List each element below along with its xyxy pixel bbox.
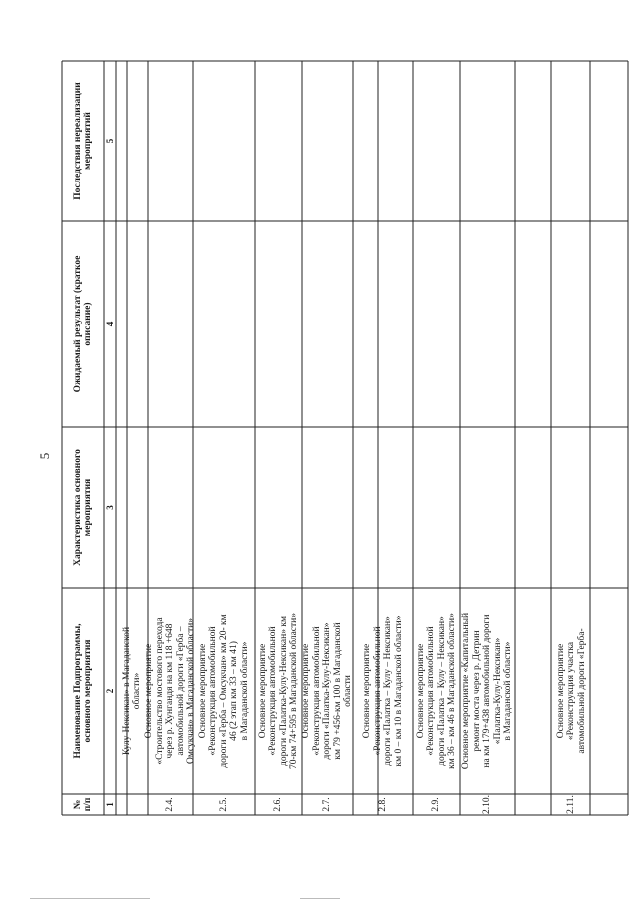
non-implementation-consequence [116,61,148,221]
non-implementation-consequence [515,61,628,221]
measure-name: Основное мероприятие «Реконструкция автомобильной дороги «Палатка – Кулу – Нексикан» км 0 – км 10 в Магаданской области» [362,615,404,767]
measure-characteristic [148,427,193,588]
expected-result [413,221,460,427]
expected-result [515,221,628,427]
expected-result [148,221,193,427]
page-number: 5 [37,452,52,460]
measure-name: Основное мероприятие «Строительство мостового перехода через р. Хунгандя на км 118 +648 автомобильной дороги «Герба – Омсукчан» в Магаданской области» [144,617,197,765]
column-number: 1 [104,802,115,807]
non-implementation-consequence [413,61,460,221]
measure-name: Основное мероприятие «Реконструкция автомобильной дороги «Палатка – Кулу – Нексикан» км 36 – км 46 в Магаданской области» [415,613,457,769]
measure-name: Основное мероприятие «Реконструкция автомобильной дороги «Палатка-Кулу-Нексикан» км 79 +456-км 100 в Магаданской области [301,622,354,760]
non-implementation-consequence [148,61,193,221]
non-implementation-consequence [255,61,302,221]
measure-characteristic [116,427,148,588]
row-number [116,794,148,815]
scan-artifact [300,898,340,899]
column-number: 2 [104,688,115,694]
scan-artifact [30,898,150,899]
measure-name: Основное мероприятие «Капитальный ремонт моста через р. Детрин на км 179+438 автомобильной дороги «Палатка-Кулу-Нексикан» в Магаданской области» [461,612,514,770]
measure-characteristic [302,427,353,588]
measure-characteristic [193,427,255,588]
measure-name: Основное мероприятие «Реконструкция автомобильной дороги «Герба – Омсукчан» км 20- км 46 (2 этап км 33 – км 41) в Магаданской области» [197,614,250,768]
row-number: 2.8. [377,797,388,812]
expected-result [302,221,353,427]
non-implementation-consequence [193,61,255,221]
row-number: 2.9. [431,797,442,812]
column-header: Ожидаемый результат (краткое описание) [72,255,93,393]
row-number: 2.4. [165,797,176,812]
non-implementation-consequence [460,61,515,221]
measure-name: Основное мероприятие «Реконструкция автомобильной дороги «Палатка-Кулу-Нексикан» км 70-км 74+595 в Магаданской области» [257,613,299,769]
non-implementation-consequence [353,61,413,221]
expected-result [193,221,255,427]
row-number: 2.10. [482,795,493,814]
measure-characteristic [460,427,515,588]
row-number: 2.11. [566,795,577,814]
column-header: Характеристика основного мероприятия [72,449,93,566]
expected-result [353,221,413,427]
column-number: 3 [104,505,115,510]
measure-characteristic [515,427,628,588]
row-number: 2.5. [218,797,229,812]
non-implementation-consequence [302,61,353,221]
column-header: Наименование Подпрограммы, основного мероприятия [72,623,93,759]
column-number: 4 [104,321,115,327]
row-number: 2.6. [273,797,284,812]
expected-result [255,221,302,427]
measure-name: Основное мероприятие «Реконструкция участка автомобильной дороги «Герба- [555,628,587,754]
measure-characteristic [353,427,413,588]
measure-name: Кулу-Нексикан» в Магаданской области» [121,626,142,756]
measure-characteristic [255,427,302,588]
column-number: 5 [104,138,115,144]
column-header: № п/п [72,797,93,812]
expected-result [460,221,515,427]
measure-characteristic [413,427,460,588]
expected-result [116,221,148,427]
row-number: 2.7. [322,797,333,812]
column-header: Последствия нереализации мероприятий [72,82,93,200]
